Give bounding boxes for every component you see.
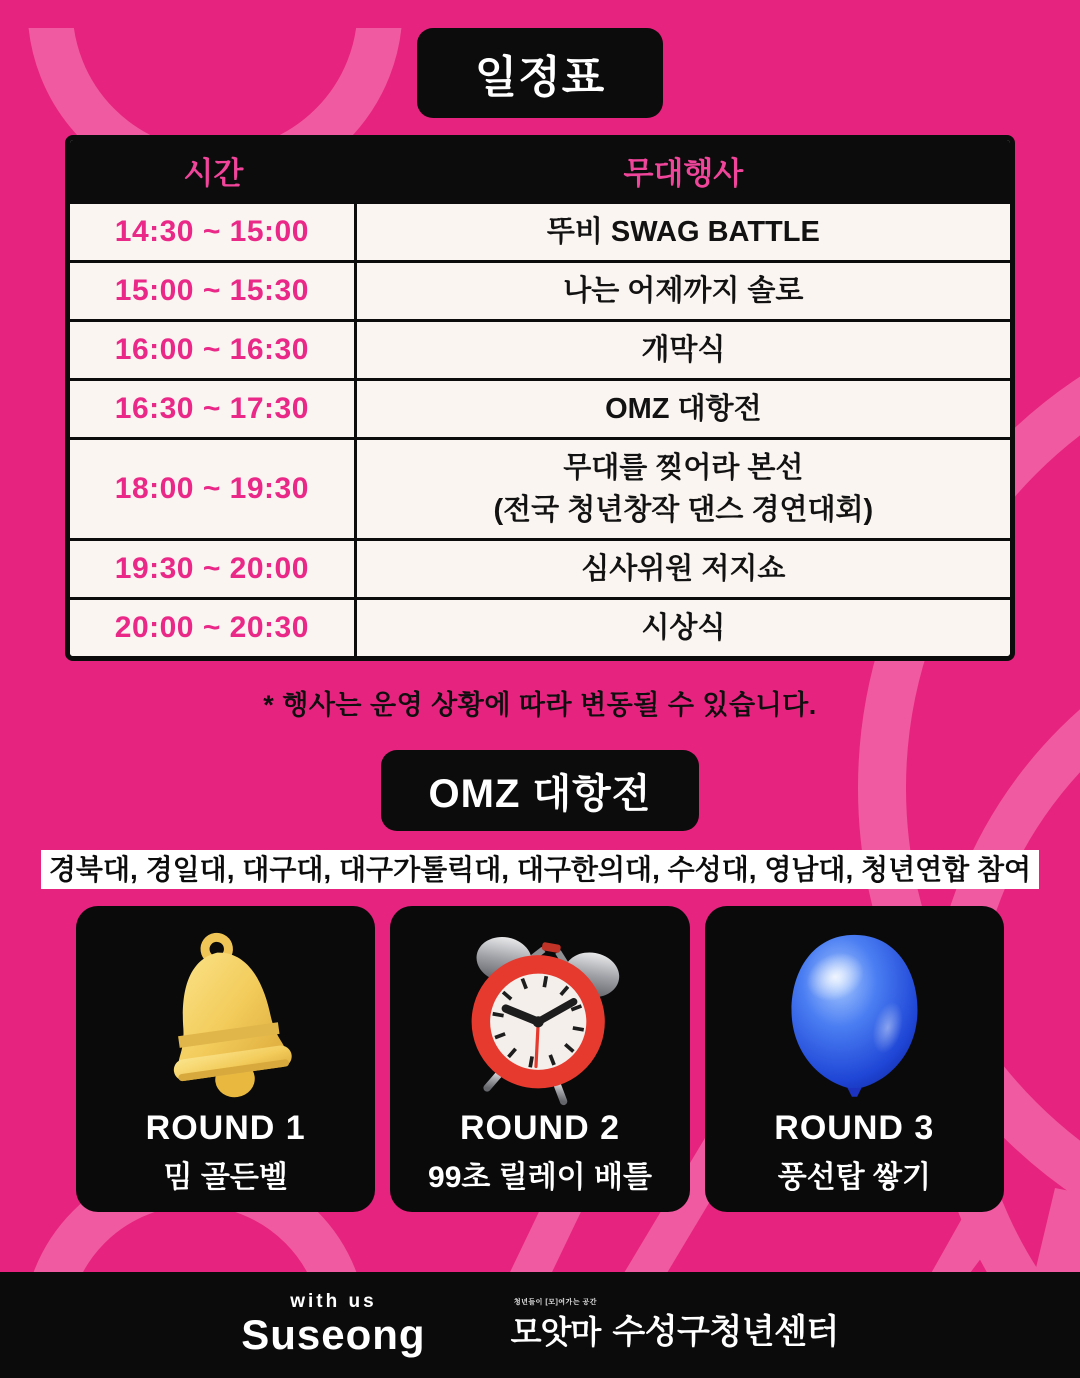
table-row xyxy=(70,319,1010,378)
header-event: 무대행사 xyxy=(623,156,744,191)
table-row xyxy=(70,597,1010,656)
header-time: 시간 xyxy=(183,156,244,191)
suseong-wordmark: Suseong xyxy=(241,1311,426,1358)
time-cell: 19:30 ~ 20:00 xyxy=(70,541,357,597)
schedule-disclaimer: * 행사는 운영 상황에 따라 변동될 수 있습니다. xyxy=(263,690,817,720)
round-name: 밈 골든벨 xyxy=(163,1160,288,1194)
event-cell xyxy=(357,541,1010,597)
table-row xyxy=(70,437,1010,538)
suseong-logo xyxy=(241,1291,425,1359)
participants-text: 경북대, 경일대, 대구대, 대구가톨릭대, 대구한의대, 수성대, 영남대, 청년연합 참여 xyxy=(41,850,1039,889)
round-name: 99초 릴레이 배틀 xyxy=(428,1160,652,1194)
event-cell xyxy=(357,600,1010,656)
round-label: ROUND 3 xyxy=(774,1108,935,1147)
moatma-wordmark: 모앗마 xyxy=(510,1314,601,1350)
center-name-label: 수성구청년센터 xyxy=(612,1313,839,1351)
event-label: 심사위원 저지쇼 xyxy=(581,552,786,585)
participants-line xyxy=(0,851,1080,889)
event-label: 개막식 xyxy=(641,333,726,366)
event-label: 뚜비 SWAG BATTLE xyxy=(546,215,820,248)
page-title: 일정표 xyxy=(417,28,664,118)
table-row xyxy=(70,201,1010,260)
round-3-card xyxy=(705,906,1004,1212)
event-cell xyxy=(357,263,1010,319)
round-2-card xyxy=(390,906,689,1212)
schedule-table-header xyxy=(70,140,1010,201)
event-cell xyxy=(357,381,1010,437)
table-row xyxy=(70,378,1010,437)
moatma-tagline: 청년들이 [모]여가는 공간 xyxy=(513,1299,598,1306)
event-cell xyxy=(357,204,1010,260)
table-row xyxy=(70,538,1010,597)
omz-section-title: OMZ 대항전 xyxy=(381,750,700,831)
bell-icon xyxy=(76,916,375,1114)
schedule-table xyxy=(65,135,1015,661)
time-cell: 14:30 ~ 15:00 xyxy=(70,204,357,260)
event-cell xyxy=(357,440,1010,538)
event-label: 나는 어제까지 솔로 xyxy=(563,274,804,307)
youth-center-logo xyxy=(511,1297,839,1353)
moatma-mark-block xyxy=(511,1297,601,1353)
footer-bar xyxy=(0,1272,1080,1378)
round-label: ROUND 1 xyxy=(145,1108,306,1147)
event-label: OMZ 대항전 xyxy=(605,392,762,425)
event-label: 무대를 찢어라 본선 xyxy=(563,451,804,484)
table-row xyxy=(70,260,1010,319)
time-cell: 18:00 ~ 19:30 xyxy=(70,440,357,538)
time-cell: 16:00 ~ 16:30 xyxy=(70,322,357,378)
alarm-clock-icon xyxy=(390,916,689,1114)
with-us-label: with us xyxy=(290,1291,377,1312)
event-cell xyxy=(357,322,1010,378)
round-label: ROUND 2 xyxy=(459,1108,620,1147)
round-cards xyxy=(76,906,1004,1212)
event-sublabel: (전국 청년창작 댄스 경연대회) xyxy=(493,494,874,526)
round-1-card xyxy=(76,906,375,1212)
time-cell: 16:30 ~ 17:30 xyxy=(70,381,357,437)
round-name: 풍선탑 쌓기 xyxy=(777,1160,931,1194)
time-cell: 15:00 ~ 15:30 xyxy=(70,263,357,319)
event-label: 시상식 xyxy=(641,611,726,644)
time-cell: 20:00 ~ 20:30 xyxy=(70,600,357,656)
balloon-icon xyxy=(705,916,1004,1114)
